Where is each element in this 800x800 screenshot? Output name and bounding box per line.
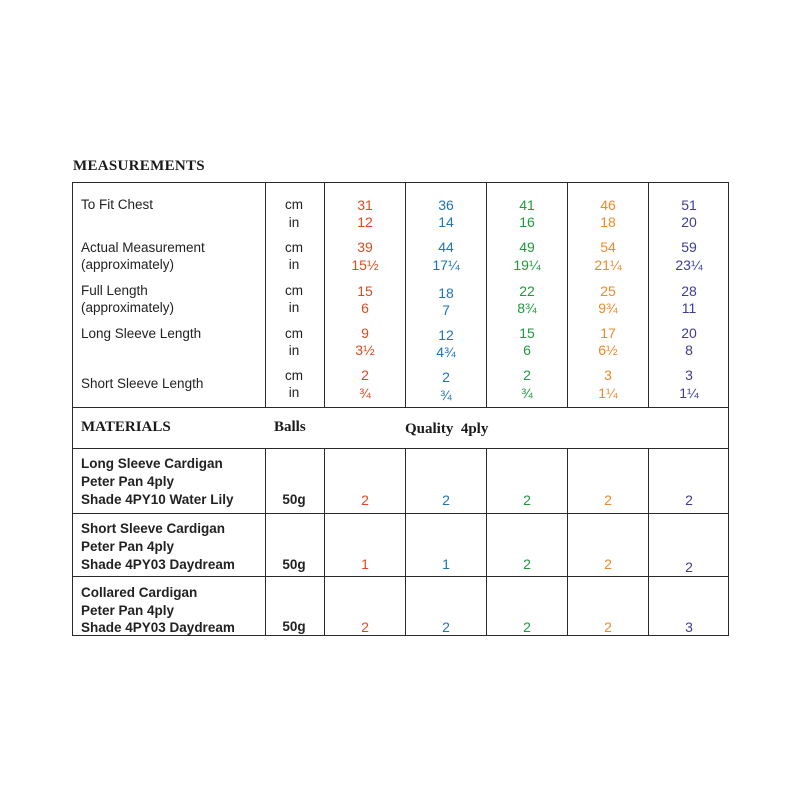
balls-cell: 2 bbox=[604, 619, 612, 635]
value-cell: 15 bbox=[519, 325, 535, 341]
unit-in: in bbox=[288, 257, 300, 272]
value-cell: 21¼ bbox=[594, 257, 622, 273]
column-line bbox=[265, 182, 266, 408]
unit-cm: cm bbox=[285, 326, 303, 341]
value-cell: 41 bbox=[519, 197, 535, 213]
ball-weight: 50g bbox=[282, 557, 306, 572]
unit-in: in bbox=[288, 343, 300, 358]
value-cell: 28 bbox=[681, 283, 697, 299]
value-cell: 16 bbox=[519, 214, 535, 230]
value-cell: 18 bbox=[600, 214, 616, 230]
value-cell: 59 bbox=[681, 239, 697, 255]
value-cell: 17¼ bbox=[432, 257, 460, 273]
row-label: To Fit Chest bbox=[81, 197, 154, 212]
balls-cell: 2 bbox=[523, 556, 531, 572]
value-cell: 6½ bbox=[598, 342, 618, 358]
value-cell: 51 bbox=[681, 197, 697, 213]
value-cell: 2 bbox=[442, 369, 450, 385]
column-line bbox=[648, 182, 649, 408]
balls-cell: 2 bbox=[685, 559, 693, 575]
ball-weight: 50g bbox=[282, 492, 306, 507]
balls-cell: 2 bbox=[442, 492, 450, 508]
material-name: Short Sleeve Cardigan bbox=[81, 521, 226, 536]
value-cell: 19¼ bbox=[513, 257, 541, 273]
balls-cell: 3 bbox=[685, 619, 693, 635]
unit-cm: cm bbox=[285, 283, 303, 298]
column-line bbox=[486, 448, 487, 636]
value-cell: 4¾ bbox=[436, 344, 456, 360]
value-cell: 23¼ bbox=[675, 257, 703, 273]
value-cell: 3 bbox=[604, 367, 612, 383]
value-cell: ¾ bbox=[359, 385, 371, 401]
value-cell: 31 bbox=[357, 197, 373, 213]
value-cell: 1¼ bbox=[598, 385, 618, 401]
material-shade: Shade 4PY03 Daydream bbox=[81, 620, 235, 635]
unit-in: in bbox=[288, 385, 300, 400]
balls-heading: Balls bbox=[274, 419, 306, 435]
page-title: MEASUREMENTS bbox=[73, 158, 205, 174]
column-line bbox=[324, 182, 325, 408]
table-top-border bbox=[72, 182, 729, 183]
value-cell: 22 bbox=[519, 283, 535, 299]
column-line bbox=[265, 448, 266, 636]
unit-in: in bbox=[288, 215, 300, 230]
table-divider bbox=[72, 513, 729, 514]
table-divider bbox=[72, 407, 729, 408]
materials-heading: MATERIALS bbox=[81, 419, 171, 435]
balls-cell: 2 bbox=[361, 619, 369, 635]
column-line bbox=[567, 448, 568, 636]
material-name: Collared Cardigan bbox=[81, 585, 198, 600]
value-cell: ¾ bbox=[440, 387, 452, 403]
value-cell: 20 bbox=[681, 325, 697, 341]
material-yarn: Peter Pan 4ply bbox=[81, 474, 175, 489]
value-cell: 15½ bbox=[351, 257, 379, 273]
balls-cell: 1 bbox=[361, 556, 369, 572]
value-cell: 3 bbox=[685, 367, 693, 383]
unit-cm: cm bbox=[285, 240, 303, 255]
value-cell: 9 bbox=[361, 325, 369, 341]
value-cell: 36 bbox=[438, 197, 454, 213]
value-cell: 39 bbox=[357, 239, 373, 255]
balls-cell: 2 bbox=[442, 619, 450, 635]
value-cell: 46 bbox=[600, 197, 616, 213]
unit-in: in bbox=[288, 300, 300, 315]
row-label: Full Length bbox=[81, 283, 148, 298]
table-right-border bbox=[728, 182, 729, 636]
material-yarn: Peter Pan 4ply bbox=[81, 539, 175, 554]
value-cell: ¾ bbox=[521, 385, 533, 401]
table-left-border bbox=[72, 182, 73, 636]
material-yarn: Peter Pan 4ply bbox=[81, 603, 175, 618]
balls-cell: 2 bbox=[685, 492, 693, 508]
table-divider bbox=[72, 576, 729, 577]
column-line bbox=[324, 448, 325, 636]
value-cell: 8¾ bbox=[517, 300, 537, 316]
value-cell: 12 bbox=[357, 214, 373, 230]
row-sublabel: (approximately) bbox=[81, 300, 175, 315]
value-cell: 1¼ bbox=[679, 385, 699, 401]
value-cell: 8 bbox=[685, 342, 693, 358]
value-cell: 9¾ bbox=[598, 300, 618, 316]
value-cell: 49 bbox=[519, 239, 535, 255]
value-cell: 15 bbox=[357, 283, 373, 299]
value-cell: 18 bbox=[438, 285, 454, 301]
row-label: Short Sleeve Length bbox=[81, 376, 204, 391]
value-cell: 2 bbox=[523, 367, 531, 383]
material-shade: Shade 4PY10 Water Lily bbox=[81, 492, 234, 507]
column-line bbox=[648, 448, 649, 636]
column-line bbox=[567, 182, 568, 408]
value-cell: 3½ bbox=[355, 342, 375, 358]
value-cell: 20 bbox=[681, 214, 697, 230]
value-cell: 44 bbox=[438, 239, 454, 255]
value-cell: 6 bbox=[523, 342, 531, 358]
balls-cell: 2 bbox=[523, 619, 531, 635]
value-cell: 54 bbox=[600, 239, 616, 255]
value-cell: 11 bbox=[681, 300, 697, 316]
balls-cell: 1 bbox=[442, 556, 450, 572]
ball-weight: 50g bbox=[282, 619, 306, 634]
value-cell: 2 bbox=[361, 367, 369, 383]
row-label: Actual Measurement bbox=[81, 240, 205, 255]
value-cell: 7 bbox=[442, 302, 450, 318]
row-sublabel: (approximately) bbox=[81, 257, 175, 272]
column-line bbox=[486, 182, 487, 408]
column-line bbox=[405, 182, 406, 408]
value-cell: 14 bbox=[438, 214, 454, 230]
row-label: Long Sleeve Length bbox=[81, 326, 202, 341]
material-name: Long Sleeve Cardigan bbox=[81, 456, 223, 471]
balls-cell: 2 bbox=[361, 492, 369, 508]
balls-cell: 2 bbox=[604, 492, 612, 508]
column-line bbox=[405, 448, 406, 636]
value-cell: 6 bbox=[361, 300, 369, 316]
material-shade: Shade 4PY03 Daydream bbox=[81, 557, 235, 572]
balls-cell: 2 bbox=[523, 492, 531, 508]
unit-cm: cm bbox=[285, 197, 303, 212]
unit-cm: cm bbox=[285, 368, 303, 383]
value-cell: 12 bbox=[438, 327, 454, 343]
table-divider bbox=[72, 448, 729, 449]
quality-heading: Quality 4ply bbox=[405, 421, 489, 437]
balls-cell: 2 bbox=[604, 556, 612, 572]
value-cell: 17 bbox=[600, 325, 616, 341]
value-cell: 25 bbox=[600, 283, 616, 299]
